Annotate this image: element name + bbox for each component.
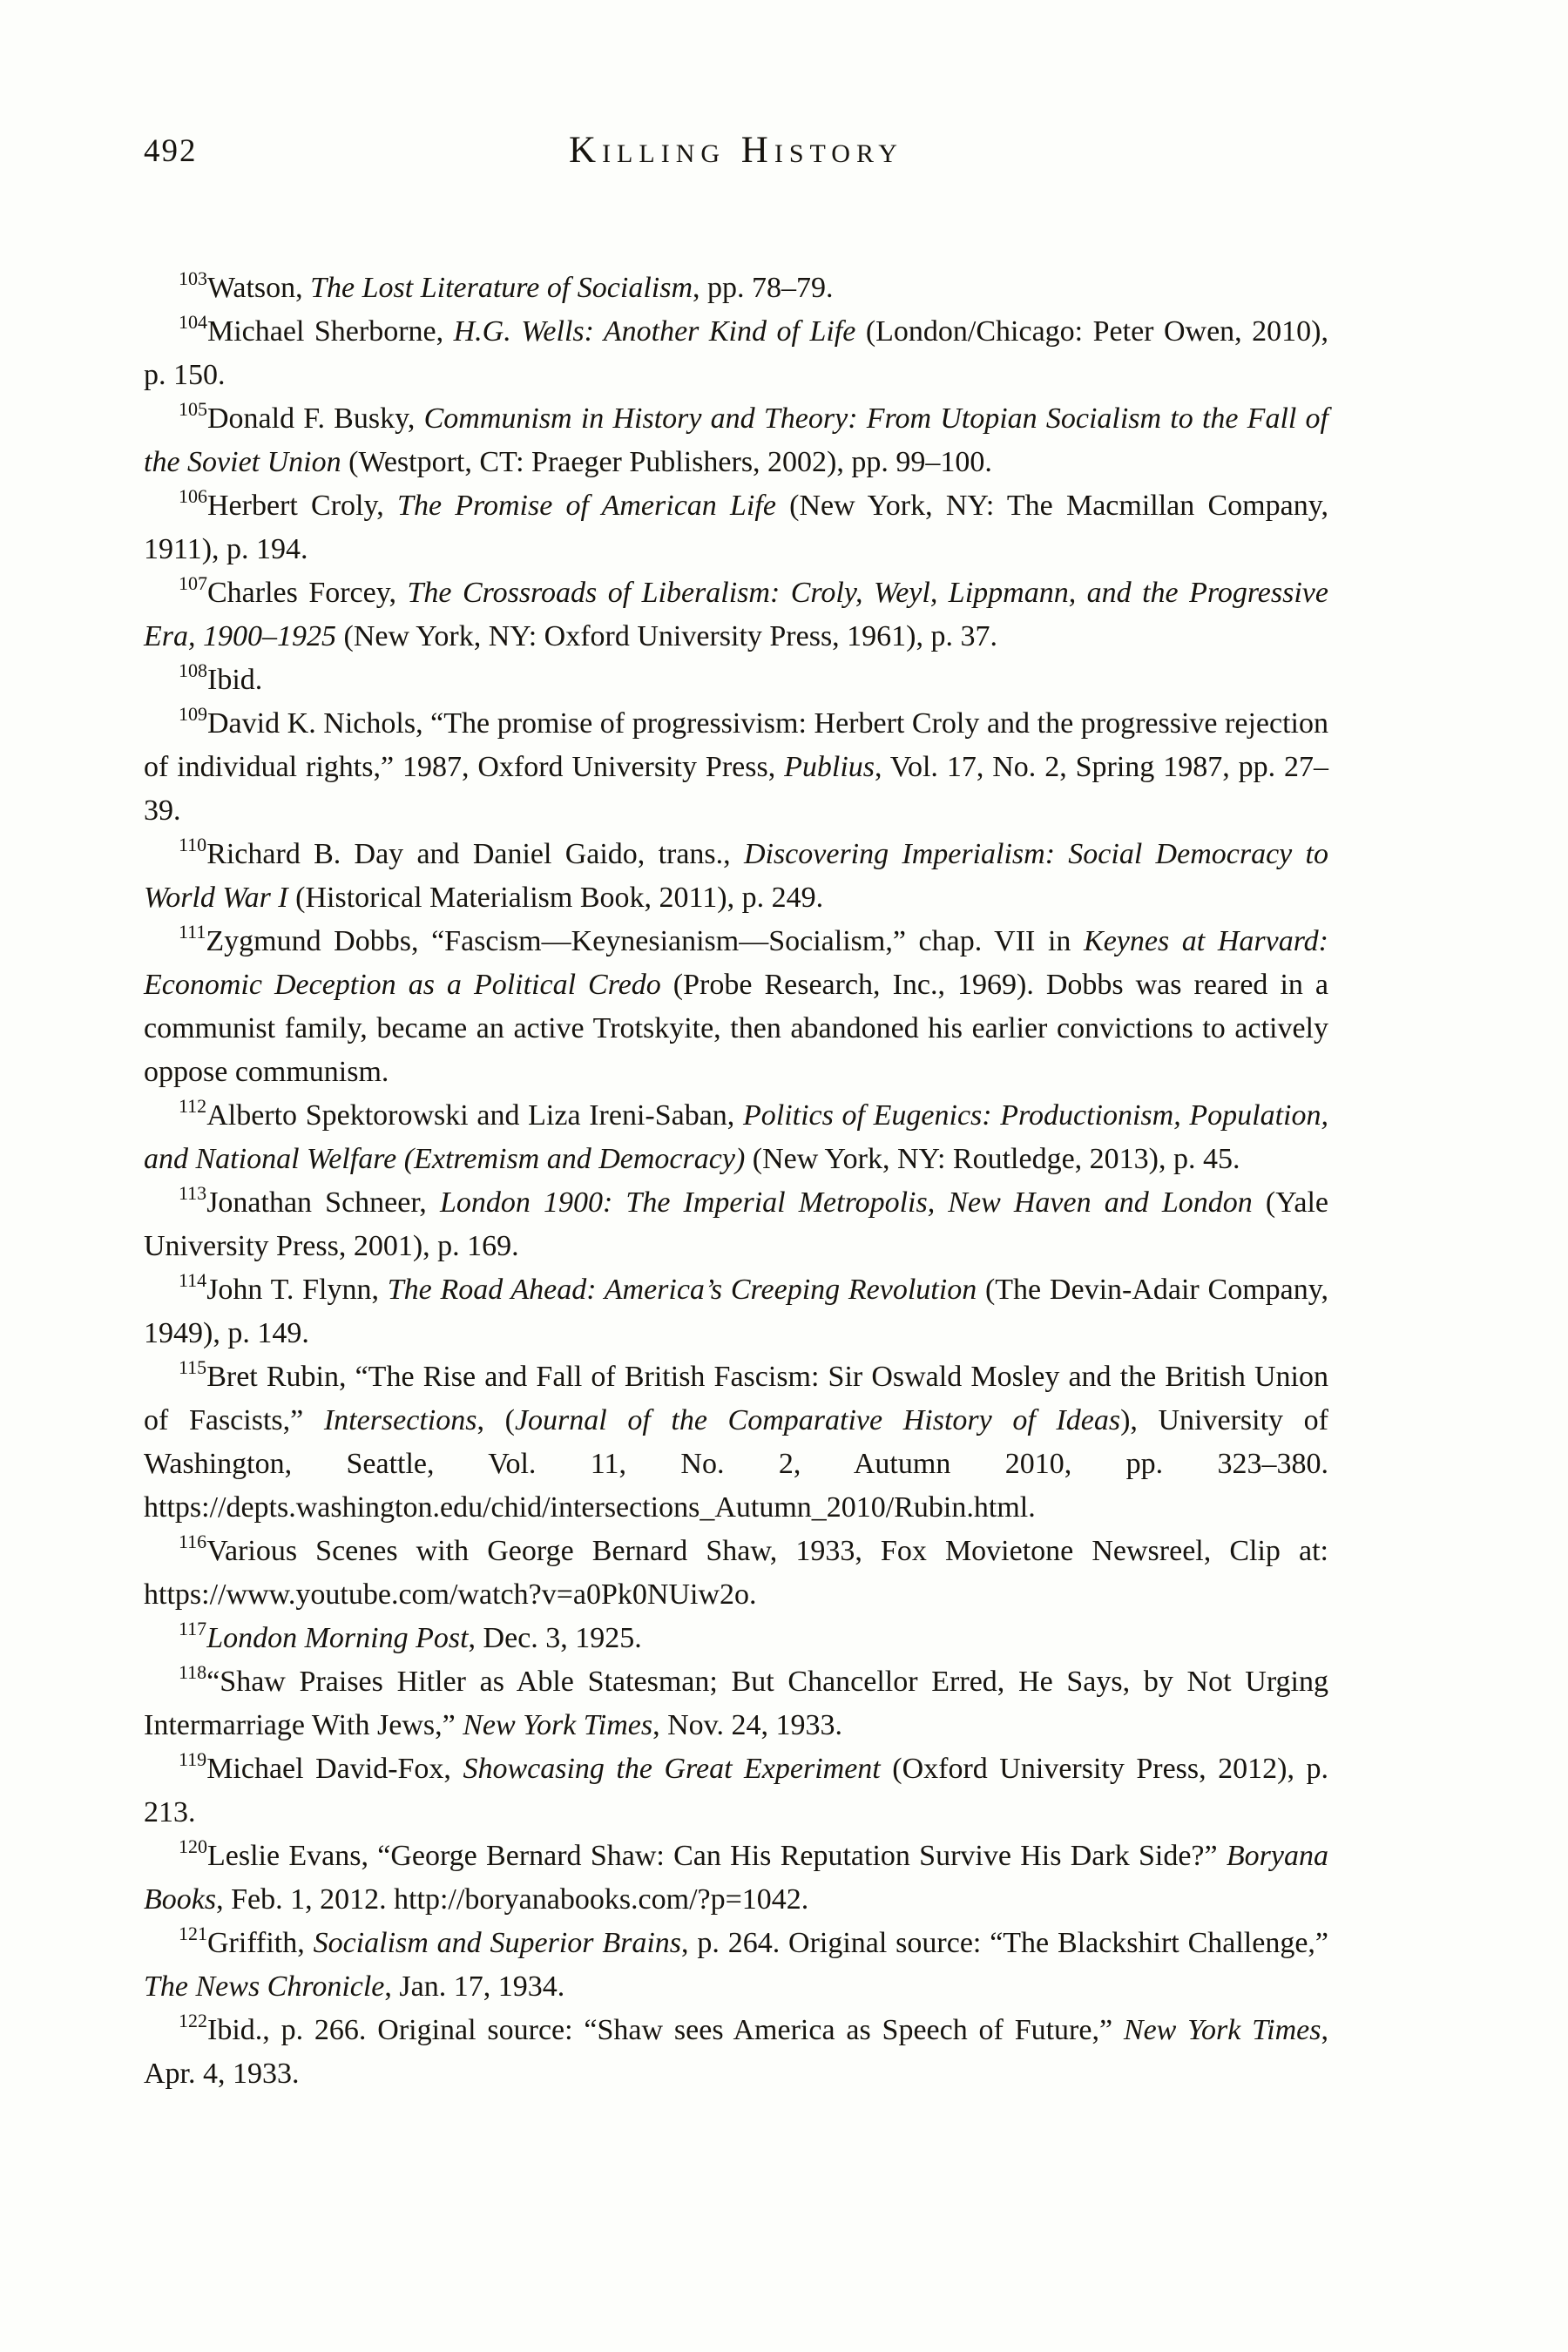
footnote-105 bbox=[144, 397, 1328, 484]
footnote-number: 117 bbox=[179, 1618, 207, 1639]
note-text: , Jan. 17, 1934. bbox=[384, 1970, 565, 2003]
work-title: London Morning Post bbox=[206, 1622, 469, 1654]
note-text: Herbert Croly, bbox=[207, 490, 398, 522]
footnote-121 bbox=[144, 1922, 1328, 2009]
note-text: , Feb. 1, 2012. http://boryanabooks.com/?p=1042. bbox=[216, 1883, 809, 1916]
work-title: The Crossroads of Liberalism: Croly, Weyl, Lippmann, and the Progressive Era, 1900–1925 bbox=[144, 577, 1328, 652]
work-title: Politics of Eugenics: Productionism, Population, and National Welfare (Extremism and Democracy) bbox=[144, 1099, 1328, 1175]
work-title: The News Chronicle bbox=[144, 1970, 385, 2003]
note-text: (New York, NY: Routledge, 2013), p. 45. bbox=[745, 1143, 1240, 1175]
footnote-107 bbox=[144, 571, 1328, 659]
note-text: , ( bbox=[476, 1404, 515, 1436]
footnote-103 bbox=[144, 267, 1328, 310]
footnote-118 bbox=[144, 1660, 1328, 1747]
work-title: Socialism and Superior Brains bbox=[313, 1927, 682, 1959]
note-text: ), University of Washington, Seattle, Vol. 11, No. 2, Autumn 2010, pp. 323–380. https://depts.washington.edu/chid/intersections_Autumn_2010/Rubin.html. bbox=[144, 1404, 1328, 1524]
page-number: 492 bbox=[144, 133, 198, 169]
note-text: , Apr. 4, 1933. bbox=[144, 2014, 1328, 2090]
footnote-number: 116 bbox=[179, 1531, 207, 1552]
work-title: Keynes at Harvard: Economic Deception as a Political Credo bbox=[144, 925, 1328, 1001]
work-title: The Promise of American Life bbox=[397, 490, 776, 522]
footnote-119 bbox=[144, 1747, 1328, 1835]
footnote-number: 120 bbox=[179, 1835, 207, 1857]
note-text: Ibid., p. 266. Original source: “Shaw sees America as Speech of Future,” bbox=[207, 2014, 1124, 2046]
note-text: Ibid. bbox=[207, 664, 263, 696]
note-text: , pp. 78–79. bbox=[693, 272, 834, 304]
work-title: New York Times bbox=[463, 1709, 653, 1741]
note-text: (New York, NY: Oxford University Press, 1961), p. 37. bbox=[336, 620, 998, 652]
footnote-number: 110 bbox=[179, 834, 207, 855]
footnote-108 bbox=[144, 659, 1328, 702]
note-text: Alberto Spektorowski and Liza Ireni-Saban, bbox=[206, 1099, 743, 1132]
work-title: London 1900: The Imperial Metropolis, New Haven and London bbox=[439, 1186, 1253, 1219]
footnote-120 bbox=[144, 1835, 1328, 1922]
work-title: Discovering Imperialism: Social Democracy to World War I bbox=[144, 838, 1328, 914]
note-text: Charles Forcey, bbox=[207, 577, 408, 609]
work-title: Boryana Books bbox=[144, 1840, 1328, 1916]
note-text: Griffith, bbox=[207, 1927, 314, 1959]
note-text: Various Scenes with George Bernard Shaw, 1933, Fox Movietone Newsreel, Clip at: https://www.youtube.com/watch?v=a0Pk0NUiw2o. bbox=[144, 1535, 1328, 1611]
footnote-115 bbox=[144, 1355, 1328, 1530]
footnote-number: 104 bbox=[179, 311, 207, 333]
note-text: Richard B. Day and Daniel Gaido, trans., bbox=[206, 838, 744, 870]
footnote-114 bbox=[144, 1268, 1328, 1355]
footnote-112 bbox=[144, 1094, 1328, 1181]
note-text: (The Devin-Adair Company, 1949), p. 149. bbox=[144, 1274, 1329, 1349]
work-title: H.G. Wells: Another Kind of Life bbox=[453, 315, 856, 348]
footnote-number: 122 bbox=[179, 2010, 207, 2031]
footnote-122 bbox=[144, 2009, 1328, 2096]
footnote-number: 103 bbox=[179, 267, 207, 289]
footnote-number: 108 bbox=[179, 659, 207, 681]
footnote-number: 119 bbox=[179, 1748, 207, 1770]
note-text: (New York, NY: The Macmillan Company, 1911), p. 194. bbox=[144, 490, 1328, 565]
note-text: (London/Chicago: Peter Owen, 2010), p. 150. bbox=[144, 315, 1328, 391]
footnote-104 bbox=[144, 310, 1328, 397]
note-text: “Shaw Praises Hitler as Able Statesman; But Chancellor Erred, He Says, by Not Urging Intermarriage With Jews,” bbox=[144, 1666, 1328, 1741]
footnote-113 bbox=[144, 1181, 1328, 1268]
footnote-number: 105 bbox=[179, 398, 207, 420]
note-text: , Nov. 24, 1933. bbox=[652, 1709, 842, 1741]
note-text: (Westport, CT: Praeger Publishers, 2002), pp. 99–100. bbox=[341, 446, 992, 478]
note-text: , Dec. 3, 1925. bbox=[468, 1622, 642, 1654]
work-title: The Lost Literature of Socialism bbox=[310, 272, 693, 304]
note-text: Donald F. Busky, bbox=[207, 402, 424, 435]
footnote-number: 111 bbox=[179, 921, 206, 943]
note-text: (Yale University Press, 2001), p. 169. bbox=[144, 1186, 1328, 1262]
note-text: Jonathan Schneer, bbox=[206, 1186, 440, 1219]
footnote-117 bbox=[144, 1617, 1328, 1660]
footnote-number: 113 bbox=[179, 1182, 207, 1204]
note-text: Michael Sherborne, bbox=[207, 315, 454, 348]
note-text: , Vol. 17, No. 2, Spring 1987, pp. 27–39. bbox=[144, 751, 1328, 827]
footnote-number: 106 bbox=[179, 485, 207, 507]
note-text: Zygmund Dobbs, “Fascism—Keynesianism—Socialism,” chap. VII in bbox=[206, 925, 1085, 957]
endnotes-list bbox=[144, 267, 1328, 2096]
footnote-116 bbox=[144, 1530, 1328, 1617]
footnote-number: 107 bbox=[179, 572, 207, 594]
footnote-number: 115 bbox=[179, 1356, 207, 1378]
work-title: Showcasing the Great Experiment bbox=[463, 1753, 881, 1785]
note-text: (Probe Research, Inc., 1969). Dobbs was reared in a communist family, became an active Trotskyite, then abandoned his earlier convictions to actively oppose communism. bbox=[144, 969, 1328, 1088]
note-text: , p. 264. Original source: “The Blackshirt Challenge,” bbox=[681, 1927, 1329, 1959]
work-title: The Road Ahead: America’s Creeping Revolution bbox=[387, 1274, 977, 1306]
footnote-106 bbox=[144, 484, 1328, 571]
page-header bbox=[144, 0, 1328, 183]
note-text: Watson, bbox=[207, 272, 311, 304]
footnote-number: 112 bbox=[179, 1095, 207, 1117]
footnote-number: 109 bbox=[179, 703, 207, 725]
work-title: Communism in History and Theory: From Utopian Socialism to the Fall of the Soviet Union bbox=[144, 402, 1328, 478]
note-text: (Historical Materialism Book, 2011), p. 249. bbox=[287, 882, 824, 914]
note-text: David K. Nichols, “The promise of progressivism: Herbert Croly and the progressive rejection of individual rights,” 1987, Oxford University Press, bbox=[144, 707, 1328, 783]
note-text: Leslie Evans, “George Bernard Shaw: Can His Reputation Survive His Dark Side?” bbox=[207, 1840, 1227, 1872]
work-title: Publius bbox=[784, 751, 875, 783]
footnote-number: 121 bbox=[179, 1923, 207, 1944]
note-text: John T. Flynn, bbox=[206, 1274, 388, 1306]
note-text: Bret Rubin, “The Rise and Fall of British Fascism: Sir Oswald Mosley and the British Union of Fascists,” bbox=[144, 1361, 1328, 1436]
note-text: (Oxford University Press, 2012), p. 213. bbox=[144, 1753, 1328, 1828]
work-title: Journal of the Comparative History of Ideas bbox=[514, 1404, 1121, 1436]
footnote-number: 118 bbox=[179, 1661, 207, 1683]
footnote-110 bbox=[144, 833, 1328, 920]
footnote-111 bbox=[144, 920, 1328, 1094]
running-head: Killing History bbox=[569, 130, 903, 171]
footnote-109 bbox=[144, 702, 1328, 833]
work-title: Intersections bbox=[323, 1404, 477, 1436]
footnote-number: 114 bbox=[179, 1269, 207, 1291]
work-title: New York Times bbox=[1123, 2014, 1321, 2046]
note-text: Michael David-Fox, bbox=[206, 1753, 463, 1785]
